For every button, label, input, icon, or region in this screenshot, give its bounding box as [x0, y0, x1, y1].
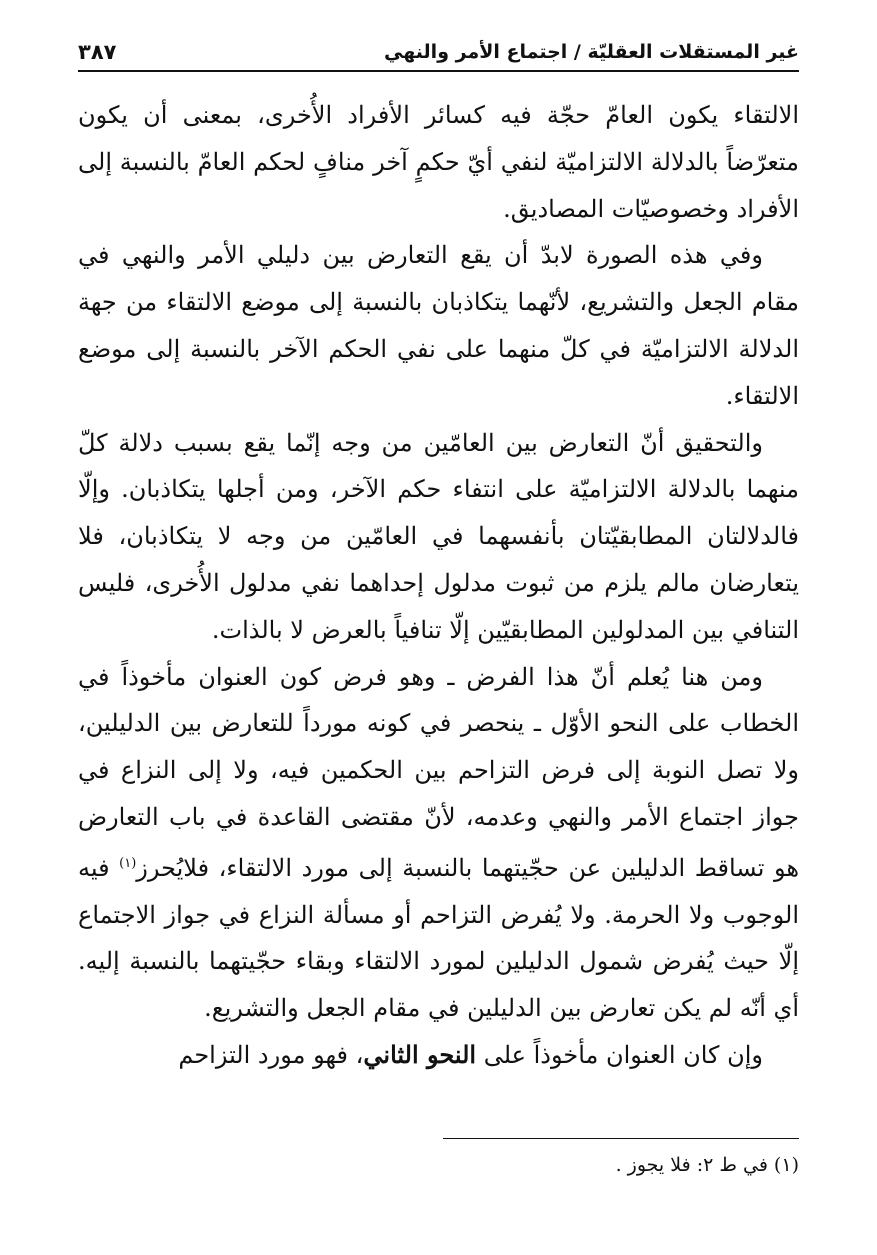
page-header — [78, 34, 799, 72]
paragraph-5-after: ، فهو مورد التزاحم — [178, 1040, 364, 1069]
paragraph-5-emphasis: النحو الثاني — [363, 1039, 477, 1069]
paragraph-4-after: فيه الوجوب ولا الحرمة. ولا يُفرض التزاحم أو مسألة النزاع في جواز الاجتماع إلّا حيث يُفرض شمول الدليلين لمورد الالتقاء وبقاء حجّيتهما بالنسبة إليه. أي أنّه لم يكن تعارض بين الدليلين في مقام الجعل والتشريع. — [78, 853, 799, 1023]
paragraph-1: الالتقاء يكون العامّ حجّة فيه كسائر الأفراد الأُخرى، بمعنى أن يكون متعرّضاً بالدلالة الالتزاميّة لنفي أيّ حكمٍ آخر منافٍ لحكم العامّ بالنسبة إلى الأفراد وخصوصيّات المصاديق. — [78, 101, 799, 223]
paragraph-5-before: وإن كان العنوان مأخوذاً على — [476, 1040, 763, 1069]
paragraph-4 — [78, 654, 799, 1032]
paragraph-4-before: ومن هنا يُعلم أنّ هذا الفرض ـ وهو فرض كون العنوان مأخوذاً في الخطاب على النحو الأوّل ـ ينحصر في كونه مورداً للتعارض بين الدليلين، ولا تصل النوبة إلى فرض التزاحم بين الحكمين فيه، ولا إلى النزاع في جواز اجتماع الأمر والنهي وعدمه، لأنّ مقتضى القاعدة في باب التعارض هو تساقط الدليلين عن حجّيتهما بالنسبة إلى مورد الالتقاء، فلايُحرز — [78, 662, 799, 882]
main-text — [78, 92, 799, 1079]
paragraph-3: والتحقيق أنّ التعارض بين العامّين من وجه إنّما يقع بسبب دلالة كلّ منهما بالدلالة الالتزاميّة على انتفاء حكم الآخر، ومن أجلها يتكاذبان. وإلّا فالدلالتان المطابقيّتان بأنفسهما في العامّين من وجه لا يتكاذبان، فلا يتعارضان مالم يلزم من ثبوت مدلول إحداهما نفي مدلول الأُخرى، فليس التنافي بين المدلولين المطابقيّين إلّا تنافياً بالعرض لا بالذات. — [78, 428, 800, 644]
footnote-marker: (١) — [119, 855, 137, 871]
paragraph-2: وفي هذه الصورة لابدّ أن يقع التعارض بين دليلي الأمر والنهي في مقام الجعل والتشريع، لأنّهما يتكاذبان بالنسبة إلى موضع الالتقاء من جهة الدلالة الالتزاميّة في كلّ منهما على نفي الحكم الآخر بالنسبة إلى موضع الالتقاء. — [78, 241, 799, 410]
paragraph-5 — [78, 1032, 799, 1079]
running-title: غير المستقلات العقليّة / اجتماع الأمر والنهي — [384, 41, 799, 63]
footnote: (١) في ط ٢: فلا يجوز . — [615, 1154, 799, 1176]
page-number: ٣٨٧ — [78, 40, 117, 64]
footnote-separator — [443, 1138, 799, 1139]
